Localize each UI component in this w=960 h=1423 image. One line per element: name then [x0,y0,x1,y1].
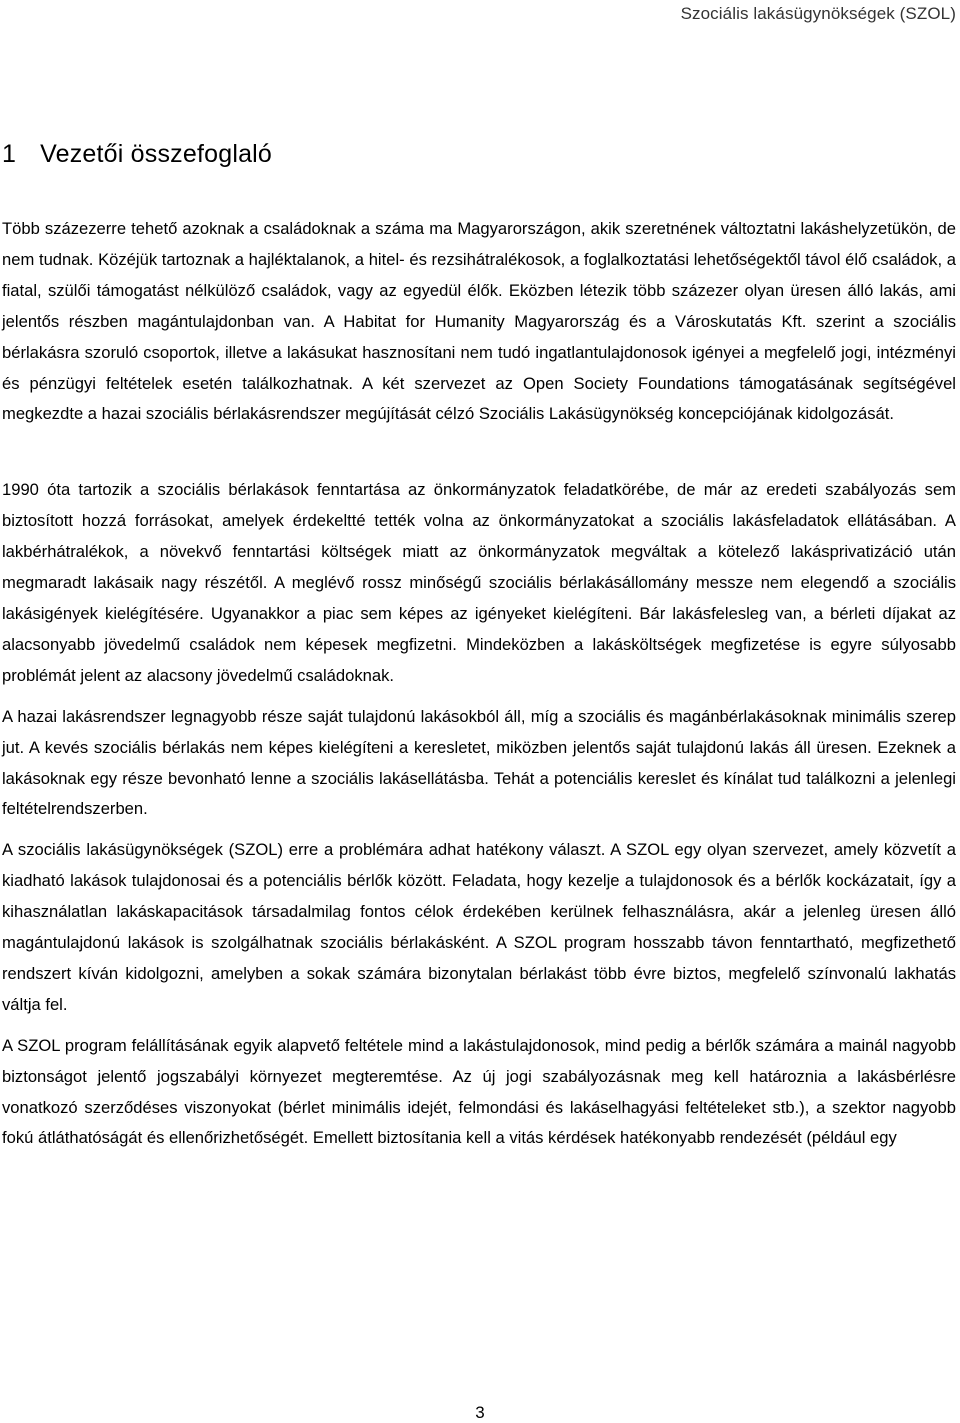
section-heading [2,140,272,169]
section-title: Vezetői összefoglaló [40,140,273,168]
section-number: 1 [2,140,17,168]
running-header: Szociális lakásügynökségek (SZOL) [680,4,956,23]
paragraph: 1990 óta tartozik a szociális bérlakások fenntartása az önkormányzatok feladatkörébe, de már az eredeti szabályozás sem biztosított hozzá forrásokat, amelyek érdekeltté tették volna az önkormányzatokat a szociális lakásfeladatok ellátásában. A lakbérhátralékok, a növekvő fenntartási költségek miatt az önkormányzatok megváltak a kötelező lakásprivatizáció után megmaradt lakásaik nagy részétől. A meglévő rossz minőségű szociális bérlakásállomány messze nem elegendő a szociális lakásigények kielégítésére. Ugyanakkor a piac sem képes az igényeket kielégíteni. Bár lakásfelesleg van, a bérleti díjakat az alacsonyabb jövedelmű családok nem képesek megfizetni. Mindeközben a lakásköltségek megfizetése is egyre súlyosabb problémát jelent az alacsony jövedelmű családoknak. [2,480,956,685]
page-number: 3 [475,1403,485,1422]
paragraph: A hazai lakásrendszer legnagyobb része saját tulajdonú lakásokból áll, míg a szociális és magánbérlakásoknak minimális szerep jut. A kevés szociális bérlakás nem képes kielégíteni a keresletet, miközben jelentős saját tulajdonú lakás áll üresen. Ezeknek a lakásoknak egy része bevonható lenne a szociális lakásellátásba. Tehát a potenciális kereslet és kínálat tud találkozni a jelenlegi feltételrendszerben. [2,706,956,819]
paragraph: Több százezerre tehető azoknak a családoknak a száma ma Magyarországon, akik szeretnének változtatni lakáshelyzetükön, de nem tudnak. Közéjük tartoznak a hajléktalanok, a hitel- és rezsihátralékosok, a foglalkoztatási lehetőségektől távol élő családok, a fiatal, szülői támogatást nélkülöző családok, vagy az egyedül élők. Eközben létezik több százezer olyan üresen álló lakás, ami jelentős részben magántulajdonban van. A Habitat for Humanity Magyarország és a Városkutatás Kft. szerint a szociális bérlakásra szoruló csoportok, illetve a lakásukat hasznosítani nem tudó ingatlantulajdonosok igényei a megfelelő jogi, intézményi és pénzügyi feltételek esetén találkozhatnak. A két szervezet az Open Society Foundations támogatásának segítségével megkezdte a hazai szociális bérlakásrendszer megújítását célzó Szociális Lakásügynökség koncepciójának kidolgozását. [2,219,956,424]
body-text [2,214,956,1154]
paragraph: A SZOL program felállításának egyik alapvető feltétele mind a lakástulajdonosok, mind pedig a bérlők számára a mainál nagyobb biztonságot jelentő jogszabályi környezet megteremtése. Az új jogi szabályozásnak meg kell határoznia a lakásbérlésre vonatkozó szerződéses viszonyokat (bérlet minimális idejét, felmondási és lakáselhagyási feltételeket stb.), a szektor nagyobb fokú átláthatóságát és ellenőrizhetőségét. Emellett biztosítania kell a vitás kérdések hatékonyabb rendezését (például egy [2,1035,956,1148]
paragraph: A szociális lakásügynökségek (SZOL) erre a problémára adhat hatékony választ. A SZOL egy olyan szervezet, amely közvetít a kiadható lakások tulajdonosai és a potenciális bérlők között. Feladata, hogy kezelje a tulajdonosok és a bérlők kockázatait, így a kihasználatlan lakáskapacitások társadalmilag fontos célok érdekében kerülnek felhasználásra, akár a jelenleg üresen álló magántulajdonú lakások is szolgálhatnak szociális bérlakásként. A SZOL program hosszabb távon fenntartható, megfizethető rendszert kíván kidolgozni, amelyben a sokak számára bizonytalan bérlakást több évre biztos, megfelelő színvonalú lakhatás váltja fel. [2,840,956,1014]
